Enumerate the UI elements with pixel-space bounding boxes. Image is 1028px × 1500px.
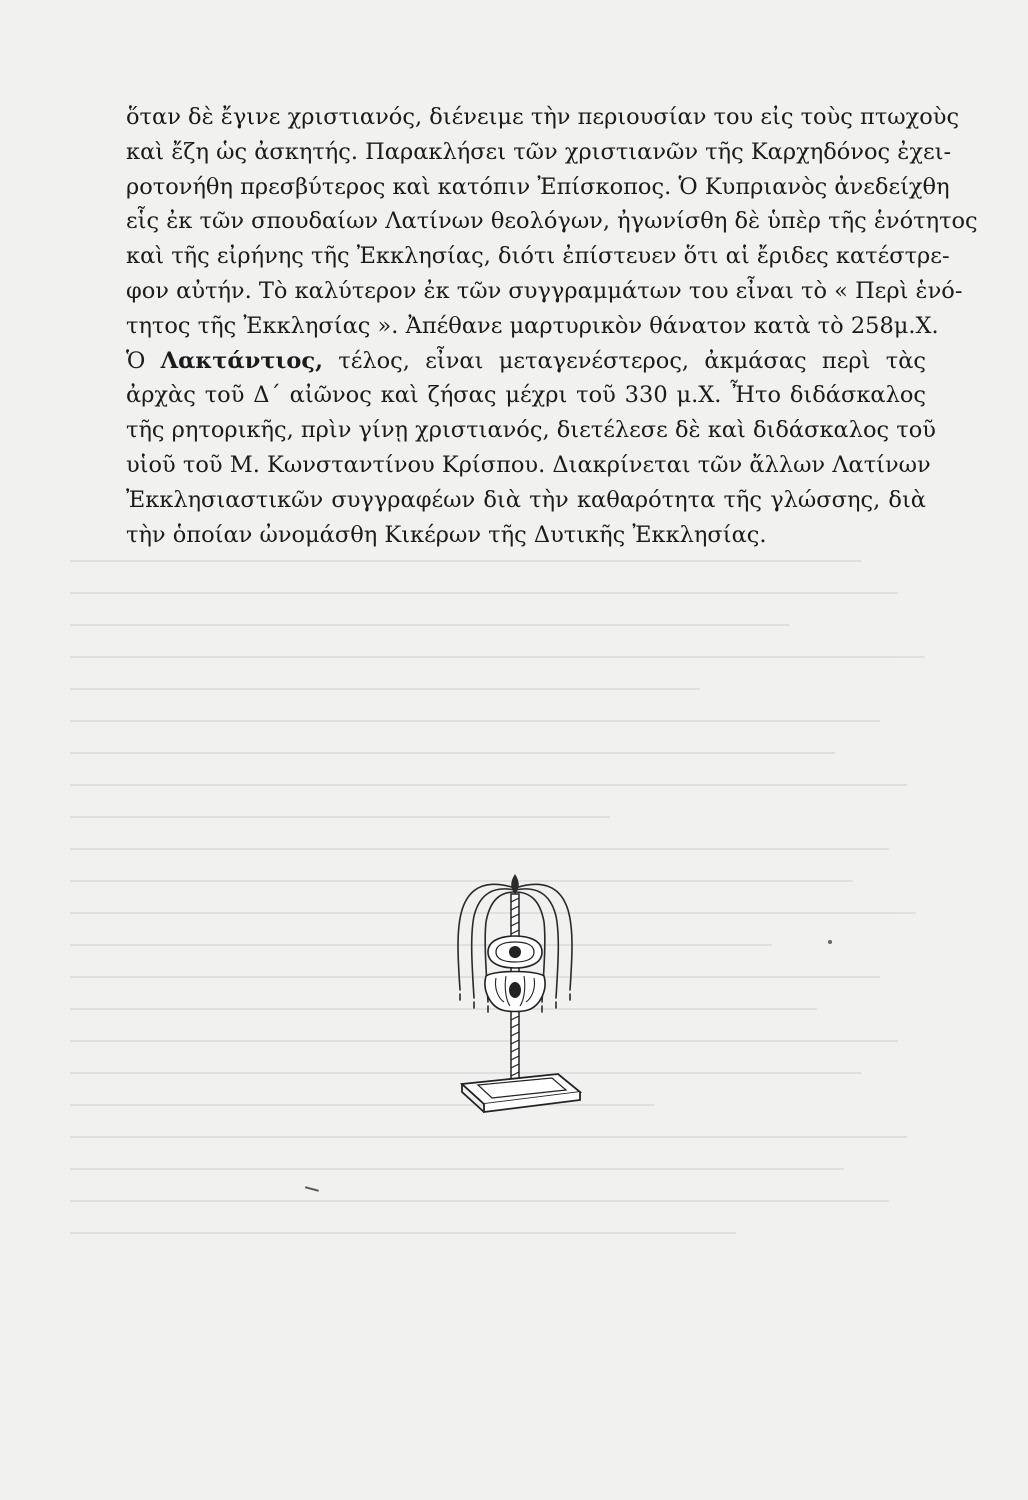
text-line: Ἐκκλησιαστικῶν συγγραφέων διὰ τὴν καθαρότητα τῆς γλώσσης, διὰ: [126, 486, 926, 513]
bold-name-lactantius: Λακτάντιος,: [160, 347, 323, 374]
text-line: υἱοῦ τοῦ Μ. Κωνσταντίνου Κρίσπου. Διακρίνεται τῶν ἄλλων Λατίνων: [126, 451, 931, 478]
text-line: ὅταν δὲ ἔγινε χριστιανός, διένειμε τὴν περιουσίαν του εἰς τοὺς πτωχοὺς: [126, 104, 960, 130]
text-line: τὴν ὁποίαν ὠνομάσθη Κικέρων τῆς Δυτικῆς Ἐκκλησίας.: [126, 521, 767, 548]
body-text: [126, 100, 978, 552]
paragraph-two-lead: Ὁ: [126, 347, 161, 374]
paragraph-two-rest: τέλος, εἶναι μεταγενέστερος, ἀκμάσας περὶ τὰς: [322, 347, 926, 374]
paper-speck: [828, 940, 832, 944]
text-line: φον αὐτήν. Τὸ καλύτερον ἐκ τῶν συγγραμμάτων του εἶναι τὸ « Περὶ ἑνό-: [126, 277, 963, 304]
text-line: τῆς ρητορικῆς, πρὶν γίνῃ χριστιανός, διετέλεσε δὲ καὶ διδάσκαλος τοῦ: [126, 417, 936, 444]
fountain-ornament-icon: [440, 870, 590, 1120]
text-line: τητος τῆς Ἐκκλησίας ». Ἀπέθανε μαρτυρικὸν θάνατον κατὰ τὸ 258μ.Χ.: [126, 312, 939, 339]
text-line: καὶ τῆς εἰρήνης τῆς Ἐκκλησίας, διότι ἐπίστευεν ὅτι αἱ ἔριδες κατέστρε-: [126, 243, 950, 270]
paragraph-two-first-line: [126, 344, 926, 379]
text-line: καὶ ἔζη ὡς ἀσκητής. Παρακλήσει τῶν χριστιανῶν τῆς Καρχηδόνος ἐχει-: [126, 138, 952, 165]
text-line: ροτονήθη πρεσβύτερος καὶ κατόπιν Ἐπίσκοπος. Ὁ Κυπριανὸς ἀνεδείχθη: [126, 173, 950, 200]
text-line: εἷς ἐκ τῶν σπουδαίων Λατίνων θεολόγων, ἠγωνίσθη δὲ ὑπὲρ τῆς ἑνότητος: [126, 208, 978, 235]
text-line: ἀρχὰς τοῦ Δ΄ αἰῶνος καὶ ζήσας μέχρι τοῦ 330 μ.Χ. Ἦτο διδάσκαλος: [126, 382, 926, 409]
